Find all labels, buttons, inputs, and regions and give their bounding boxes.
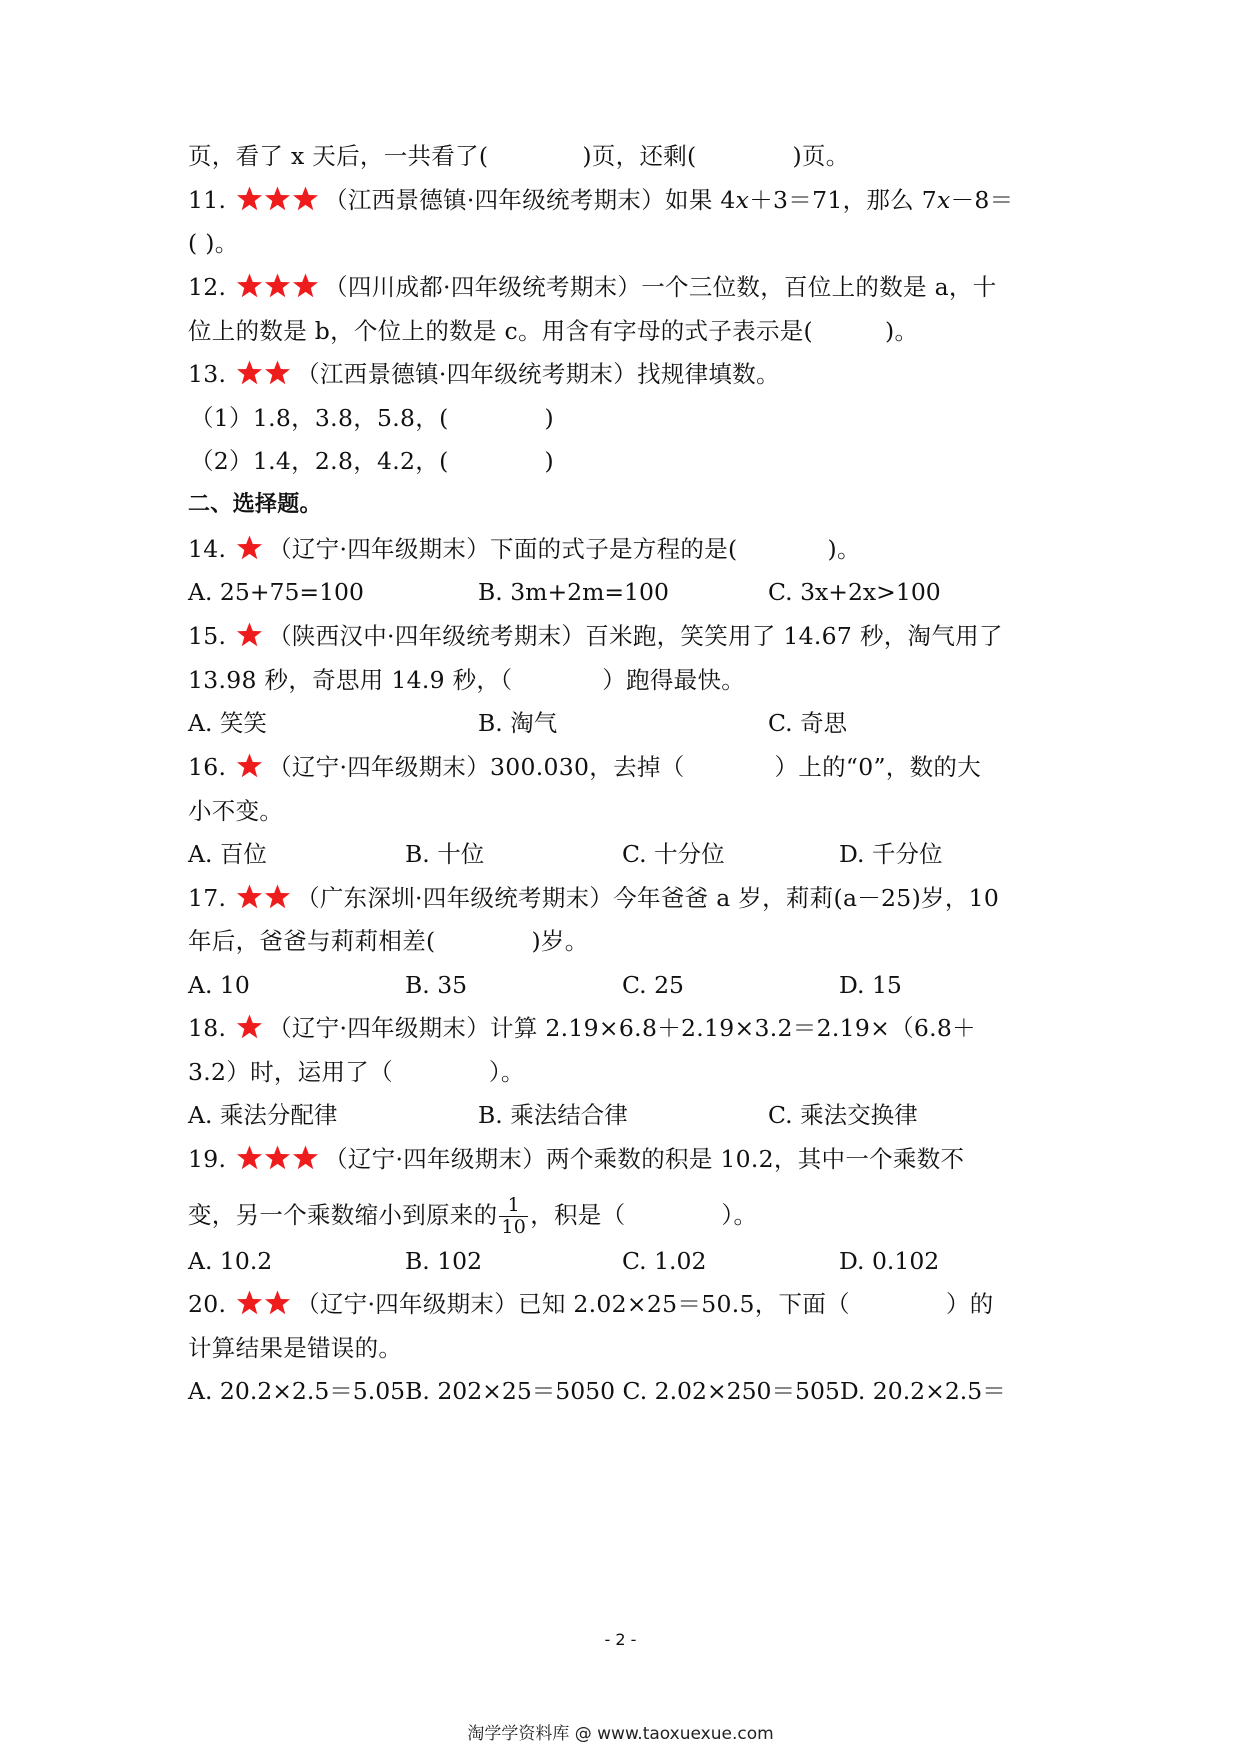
difficulty-stars: [236, 1290, 292, 1322]
star-icon: [236, 1014, 263, 1039]
option-b[interactable]: B. 35: [405, 971, 468, 999]
question-11-cont: [188, 228, 239, 258]
sub-question-text: （1）1.8，3.8，5.8，(: [190, 404, 449, 432]
question-number: 19.: [188, 1145, 227, 1173]
question-number: 11.: [188, 186, 227, 214]
question-text: ）的: [945, 1290, 994, 1318]
option-c[interactable]: C. 奇思: [768, 709, 848, 737]
question-text: )岁。: [531, 927, 589, 955]
question-18-cont: [188, 1057, 525, 1087]
option-d[interactable]: D. 千分位: [839, 840, 943, 868]
text-segment: )页。: [792, 142, 850, 170]
fraction-numerator: 1: [499, 1195, 528, 1217]
question-text: （江西景德镇·四年级统考期末）找规律填数。: [296, 360, 780, 388]
question-text: 年后，爸爸与莉莉相差(: [188, 927, 436, 955]
question-text: 变，另一个乘数缩小到原来的: [188, 1201, 498, 1229]
star-icon: [236, 535, 263, 560]
difficulty-stars: [236, 1145, 320, 1177]
text-segment: )页，还剩(: [582, 142, 697, 170]
option-a[interactable]: A. 笑笑: [188, 709, 267, 737]
question-text: )。: [885, 317, 919, 345]
option-c[interactable]: C. 十分位: [622, 840, 725, 868]
option-b[interactable]: B. 淘气: [478, 709, 558, 737]
difficulty-stars: [236, 273, 320, 305]
option-a[interactable]: A. 10.2: [188, 1247, 273, 1275]
question-number: 17.: [188, 884, 227, 912]
option-a[interactable]: A. 百位: [188, 840, 267, 868]
question-14: [188, 534, 861, 567]
question-text: （陕西汉中·四年级统考期末）百米跑，笑笑用了 14.67 秒，淘气用了: [268, 622, 1003, 650]
star-icon: [292, 186, 319, 211]
star-icon: [264, 360, 291, 385]
question-number: 16.: [188, 753, 227, 781]
question-20-options[interactable]: A. 20.2×2.5＝5.05B. 202×25＝5050 C. 2.02×250＝505D. 20.2×2.5＝: [188, 1377, 1006, 1405]
fraction-denominator: 10: [501, 1216, 527, 1238]
question-number: 12.: [188, 273, 227, 301]
question-text: ）上的“0”，数的大: [774, 753, 981, 781]
option-b[interactable]: B. 乘法结合律: [478, 1101, 628, 1129]
question-number: 14.: [188, 535, 227, 563]
question-text: （辽宁·四年级期末）已知 2.02×25＝50.5，下面（: [296, 1290, 850, 1318]
fraction: [499, 1195, 528, 1238]
question-15-cont: [188, 665, 745, 695]
star-icon: [264, 1290, 291, 1315]
question-text: ）。: [721, 1201, 758, 1229]
star-icon: [292, 273, 319, 298]
sub-question-text: ): [544, 404, 555, 432]
option-a[interactable]: A. 25+75=100: [188, 578, 364, 606]
question-text: 位上的数是 b，个位上的数是 c。用含有字母的式子表示是(: [188, 317, 814, 345]
question-12-cont: [188, 316, 918, 346]
question-17: [188, 883, 999, 916]
star-icon: [236, 186, 263, 211]
difficulty-stars: [236, 753, 264, 785]
difficulty-stars: [236, 1014, 264, 1046]
question-15: [188, 621, 1003, 654]
option-a[interactable]: A. 10: [188, 971, 250, 999]
question-number: 20.: [188, 1290, 227, 1318]
question-13-sub2: [190, 446, 554, 476]
question-20-cont: 计算结果是错误的。: [188, 1334, 403, 1362]
question-text: )。: [827, 535, 861, 563]
question-text: 13.98 秒，奇思用 14.9 秒，（: [188, 666, 513, 694]
star-icon: [292, 1145, 319, 1170]
difficulty-stars: [236, 360, 292, 392]
section-heading: 二、选择题。: [188, 492, 322, 517]
variable: x: [937, 186, 951, 214]
question-19: [188, 1144, 964, 1177]
answer-blank[interactable]: ( )。: [188, 229, 239, 257]
difficulty-stars: [236, 884, 292, 916]
option-c[interactable]: C. 乘法交换律: [768, 1101, 918, 1129]
variable: x: [735, 186, 750, 214]
option-c[interactable]: C. 25: [622, 971, 684, 999]
star-icon: [236, 1145, 263, 1170]
difficulty-stars: [236, 186, 320, 218]
option-c[interactable]: C. 3x+2x>100: [768, 578, 941, 606]
question-number: 13.: [188, 360, 227, 388]
question-text: 3.2）时，运用了（: [188, 1058, 393, 1086]
question-text: （辽宁·四年级期末）300.030，去掉（: [268, 753, 685, 781]
option-d[interactable]: D. 15: [839, 971, 902, 999]
question-20: [188, 1289, 994, 1322]
option-a[interactable]: A. 乘法分配律: [188, 1101, 338, 1129]
star-icon: [236, 884, 263, 909]
difficulty-stars: [236, 622, 264, 654]
star-icon: [264, 186, 291, 211]
question-18: [188, 1013, 976, 1046]
sub-question-text: ): [544, 447, 555, 475]
question-text: （四川成都·四年级统考期末）一个三位数，百位上的数是 a，十: [324, 273, 997, 301]
question-19-cont: [188, 1192, 757, 1238]
footer-watermark: 淘学学资料库 @ www.taoxuexue.com: [467, 1724, 774, 1744]
star-icon: [236, 273, 263, 298]
question-text: ）。: [488, 1058, 525, 1086]
question-text: ，积是（: [530, 1201, 626, 1229]
option-d[interactable]: D. 0.102: [839, 1247, 940, 1275]
star-icon: [264, 1145, 291, 1170]
question-text: －8＝: [950, 186, 1014, 214]
question-13: [188, 359, 780, 392]
question-text: （江西景德镇·四年级统考期末）如果 4: [324, 186, 736, 214]
question-text: （辽宁·四年级期末）下面的式子是方程的是(: [268, 535, 738, 563]
text-segment: 页，看了 x 天后，一共看了(: [188, 142, 489, 170]
star-icon: [236, 622, 263, 647]
question-text: （广东深圳·四年级统考期末）今年爸爸 a 岁，莉莉(a－25)岁，10: [296, 884, 1000, 912]
question-text: ＋3＝71，那么 7: [749, 186, 937, 214]
question-number: 18.: [188, 1014, 227, 1042]
question-number: 15.: [188, 622, 227, 650]
star-icon: [236, 360, 263, 385]
difficulty-stars: [236, 535, 264, 567]
option-b[interactable]: B. 3m+2m=100: [478, 578, 669, 606]
question-text: （辽宁·四年级期末）计算 2.19×6.8＋2.19×3.2＝2.19×（6.8＋: [268, 1014, 976, 1042]
question-16-cont: 小不变。: [188, 797, 284, 825]
q10-continuation: [188, 141, 850, 171]
question-text: ）跑得最快。: [602, 666, 746, 694]
option-c[interactable]: C. 1.02: [622, 1247, 707, 1275]
sub-question-text: （2）1.4，2.8，4.2，(: [190, 447, 449, 475]
question-13-sub1: [190, 403, 554, 433]
option-b[interactable]: B. 十位: [405, 840, 485, 868]
question-16: [188, 752, 981, 785]
star-icon: [264, 884, 291, 909]
page-number: - 2 -: [604, 1630, 637, 1649]
star-icon: [264, 273, 291, 298]
question-text: （辽宁·四年级期末）两个乘数的积是 10.2，其中一个乘数不: [324, 1145, 965, 1173]
question-11: [188, 185, 1013, 218]
question-17-cont: [188, 926, 589, 956]
star-icon: [236, 753, 263, 778]
question-12: [188, 272, 997, 305]
option-b[interactable]: B. 102: [405, 1247, 483, 1275]
star-icon: [236, 1290, 263, 1315]
